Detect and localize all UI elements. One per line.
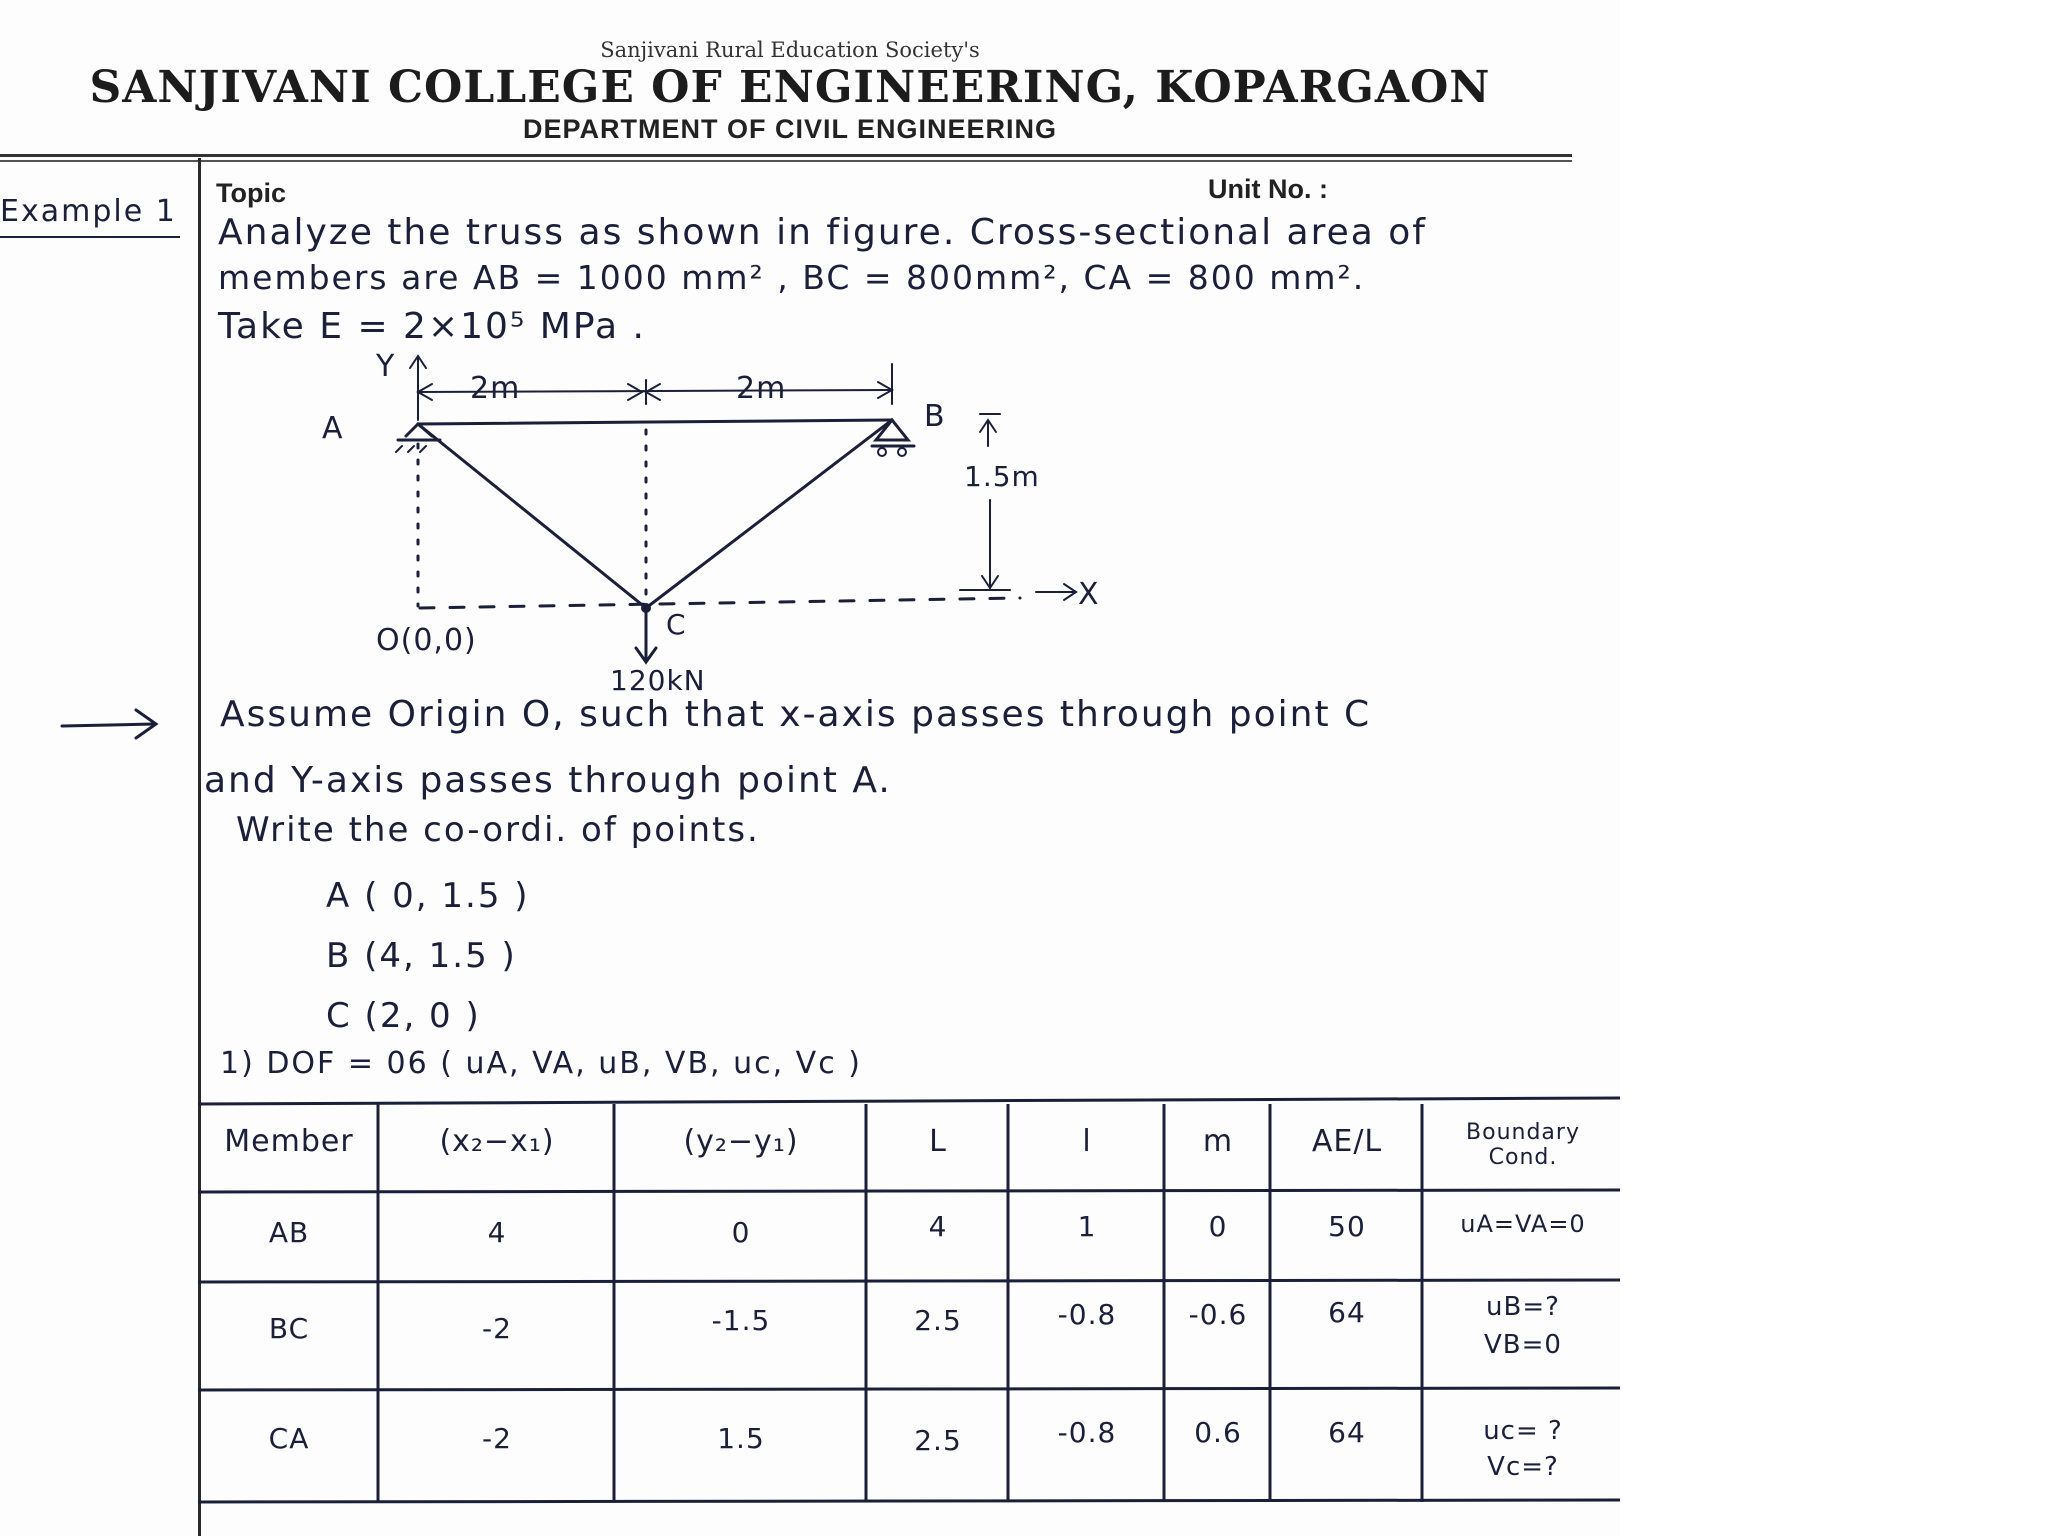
member-bc xyxy=(646,420,892,608)
coordinate-a: A ( 0, 1.5 ) xyxy=(326,876,530,916)
example-label: Example 1 xyxy=(0,194,177,229)
assumption-line-1: Assume Origin O, such that x-axis passes through point C xyxy=(220,694,1372,735)
department-name: DEPARTMENT OF CIVIL ENGINEERING xyxy=(522,114,1058,144)
table-cell-member: AB xyxy=(268,1216,310,1249)
table-cell-l: -0.8 xyxy=(1057,1416,1117,1449)
table-cell-dy: 0 xyxy=(731,1216,751,1249)
figure-node-c: C xyxy=(666,608,687,641)
table-header-boundary: Boundary Cond. xyxy=(1466,1120,1580,1170)
figure-node-a: A xyxy=(322,411,344,446)
x-axis-dashed xyxy=(420,598,1020,608)
table-cell-m: 0 xyxy=(1208,1210,1228,1243)
support-a xyxy=(406,424,432,436)
table-header-m: m xyxy=(1202,1124,1234,1159)
assumption-line-2: and Y-axis passes through point A. xyxy=(204,760,892,801)
table-cell-dy: 1.5 xyxy=(717,1422,765,1455)
unit-number-label: Unit No. : xyxy=(1208,174,1328,204)
pointer-arrow xyxy=(62,724,154,726)
table-cell-boundary: uA=VA=0 xyxy=(1460,1210,1586,1238)
table-cell-length: 2.5 xyxy=(914,1304,962,1337)
figure-dim-left: 2m xyxy=(470,371,521,406)
table-cell-dx: 4 xyxy=(487,1216,507,1249)
figure-dim-height: 1.5m xyxy=(964,460,1040,493)
table-cell-ae-l: 64 xyxy=(1328,1296,1366,1329)
figure-x-label: X xyxy=(1078,577,1100,612)
figure-load: 120kN xyxy=(610,664,706,697)
table-header-l: l xyxy=(1082,1124,1092,1159)
table-header-ae-l: AE/L xyxy=(1311,1124,1383,1159)
coordinate-c: C (2, 0 ) xyxy=(326,996,481,1036)
problem-line-1: Analyze the truss as shown in figure. Cross-sectional area of xyxy=(218,212,1427,253)
topic-label: Topic xyxy=(216,178,286,208)
figure-origin: O(0,0) xyxy=(376,623,477,658)
table-header-dx: (x₂−x₁) xyxy=(439,1124,555,1159)
table-cell-length: 2.5 xyxy=(914,1424,962,1457)
problem-line-3: Take E = 2×10⁵ MPa . xyxy=(218,306,646,347)
table-cell-l: 1 xyxy=(1077,1210,1097,1243)
member-ab xyxy=(418,420,892,424)
table-cell-dx: -2 xyxy=(482,1312,512,1345)
table-cell-boundary: uc= ? xyxy=(1483,1416,1563,1446)
assumption-line-3: Write the co-ordi. of points. xyxy=(236,810,760,850)
problem-line-2: members are AB = 1000 mm² , BC = 800mm², CA = 800 mm². xyxy=(218,258,1366,297)
figure-dim-right: 2m xyxy=(736,371,787,406)
table-cell-m: 0.6 xyxy=(1194,1416,1242,1449)
figure-y-label: Y xyxy=(376,349,396,384)
member-ac xyxy=(418,424,646,608)
table-cell-boundary: Vc=? xyxy=(1487,1452,1559,1482)
table-cell-member: BC xyxy=(268,1312,310,1345)
table-cell-ae-l: 50 xyxy=(1328,1210,1366,1243)
table-cell-length: 4 xyxy=(928,1210,948,1243)
college-name: SANJIVANI COLLEGE OF ENGINEERING, KOPARGAON xyxy=(89,62,1491,113)
coordinate-b: B (4, 1.5 ) xyxy=(326,936,517,976)
table-header-member: Member xyxy=(224,1124,354,1159)
society-name: Sanjivani Rural Education Society's xyxy=(600,38,980,62)
figure-node-b: B xyxy=(924,399,946,434)
degrees-of-freedom: 1) DOF = 06 ( uA, VA, uB, VB, uc, Vc ) xyxy=(220,1046,862,1081)
table-cell-ae-l: 64 xyxy=(1328,1416,1366,1449)
table-header-dy: (y₂−y₁) xyxy=(683,1124,799,1159)
table-cell-m: -0.6 xyxy=(1188,1298,1248,1331)
table-cell-dx: -2 xyxy=(482,1422,512,1455)
table-cell-l: -0.8 xyxy=(1057,1298,1117,1331)
table-header-length: L xyxy=(929,1124,947,1159)
table-cell-boundary: VB=0 xyxy=(1484,1330,1562,1360)
table-cell-dy: -1.5 xyxy=(711,1304,771,1337)
table-cell-member: CA xyxy=(268,1422,310,1455)
table-cell-boundary: uB=? xyxy=(1486,1292,1560,1322)
